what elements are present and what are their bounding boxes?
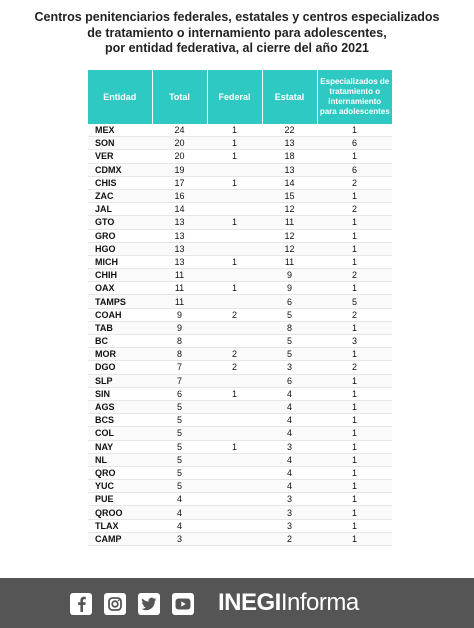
cell-entidad: TAB [88,321,152,334]
cell-estatal: 3 [262,519,317,532]
cell-entidad: BC [88,335,152,348]
cell-estatal: 3 [262,440,317,453]
table-row [88,506,392,519]
cell-estatal: 4 [262,480,317,493]
table-row [88,308,392,321]
cell-estatal: 6 [262,374,317,387]
cell-estatal: 15 [262,189,317,202]
cell-total: 17 [152,176,207,189]
table-row [88,255,392,268]
table-row [88,427,392,440]
cell-entidad: NAY [88,440,152,453]
inegi-informa-logo [218,589,359,617]
table-row [88,400,392,413]
cell-estatal: 9 [262,269,317,282]
cell-estatal: 6 [262,295,317,308]
table-row [88,216,392,229]
table-row [88,361,392,374]
cell-especializados: 1 [317,348,392,361]
cell-total: 11 [152,269,207,282]
title-line-1: Centros penitenciarios federales, estatales y centros especializados [34,10,440,24]
cell-federal [207,229,262,242]
cell-federal [207,493,262,506]
cell-entidad: GRO [88,229,152,242]
cell-federal [207,321,262,334]
data-table [88,70,392,546]
table-row [88,440,392,453]
cell-estatal: 4 [262,453,317,466]
cell-total: 7 [152,361,207,374]
cell-federal: 1 [207,124,262,137]
cell-especializados: 5 [317,295,392,308]
cell-total: 14 [152,203,207,216]
table-row [88,374,392,387]
cell-especializados: 1 [317,466,392,479]
cell-estatal: 3 [262,361,317,374]
cell-entidad: OAX [88,282,152,295]
cell-especializados: 1 [317,453,392,466]
cell-estatal: 8 [262,321,317,334]
cell-total: 20 [152,137,207,150]
cell-total: 20 [152,150,207,163]
cell-total: 8 [152,348,207,361]
cell-entidad: DGO [88,361,152,374]
cell-entidad: SLP [88,374,152,387]
cell-entidad: BCS [88,414,152,427]
cell-estatal: 4 [262,427,317,440]
cell-federal: 1 [207,176,262,189]
cell-estatal: 13 [262,137,317,150]
cell-total: 7 [152,374,207,387]
cell-federal: 2 [207,348,262,361]
cell-federal: 1 [207,137,262,150]
table-row [88,150,392,163]
table-row [88,493,392,506]
table-row [88,295,392,308]
cell-entidad: MOR [88,348,152,361]
cell-federal [207,519,262,532]
table-row [88,348,392,361]
cell-estatal: 4 [262,387,317,400]
cell-estatal: 22 [262,124,317,137]
cell-total: 4 [152,493,207,506]
cell-total: 19 [152,163,207,176]
cell-entidad: MEX [88,124,152,137]
youtube-icon[interactable] [172,593,194,615]
cell-especializados: 6 [317,163,392,176]
cell-especializados: 1 [317,189,392,202]
table-row [88,466,392,479]
cell-federal [207,532,262,545]
cell-especializados: 1 [317,480,392,493]
twitter-icon[interactable] [138,593,160,615]
cell-total: 11 [152,282,207,295]
social-icons [70,593,194,615]
cell-especializados: 6 [317,137,392,150]
cell-estatal: 12 [262,229,317,242]
cell-federal [207,506,262,519]
cell-estatal: 3 [262,506,317,519]
table-row [88,335,392,348]
header-entidad: Entidad [88,70,152,124]
cell-total: 16 [152,189,207,202]
cell-total: 13 [152,255,207,268]
header-total: Total [152,70,207,124]
table-row [88,189,392,202]
cell-federal [207,453,262,466]
cell-total: 13 [152,216,207,229]
instagram-icon[interactable] [104,593,126,615]
cell-federal: 1 [207,387,262,400]
table-row [88,453,392,466]
cell-estatal: 5 [262,308,317,321]
cell-entidad: TLAX [88,519,152,532]
cell-federal: 1 [207,150,262,163]
brand-bold: INEGI [218,589,281,616]
cell-total: 9 [152,321,207,334]
cell-estatal: 12 [262,203,317,216]
table-row [88,176,392,189]
table-row [88,124,392,137]
cell-total: 5 [152,414,207,427]
cell-estatal: 4 [262,466,317,479]
cell-especializados: 1 [317,242,392,255]
cell-total: 5 [152,466,207,479]
table-row [88,519,392,532]
cell-federal [207,374,262,387]
cell-entidad: GTO [88,216,152,229]
cell-total: 6 [152,387,207,400]
cell-federal: 1 [207,255,262,268]
cell-entidad: CHIH [88,269,152,282]
cell-federal [207,269,262,282]
cell-total: 11 [152,295,207,308]
table-row [88,480,392,493]
cell-especializados: 2 [317,176,392,189]
cell-entidad: CAMP [88,532,152,545]
cell-entidad: MICH [88,255,152,268]
cell-especializados: 1 [317,519,392,532]
cell-estatal: 3 [262,493,317,506]
cell-estatal: 11 [262,216,317,229]
cell-federal [207,295,262,308]
cell-federal: 2 [207,361,262,374]
cell-total: 13 [152,242,207,255]
cell-total: 4 [152,519,207,532]
cell-federal [207,400,262,413]
cell-estatal: 4 [262,414,317,427]
cell-federal: 1 [207,216,262,229]
cell-especializados: 1 [317,216,392,229]
cell-federal [207,189,262,202]
cell-especializados: 2 [317,308,392,321]
document-title [0,10,474,57]
cell-especializados: 1 [317,414,392,427]
cell-total: 3 [152,532,207,545]
cell-total: 4 [152,506,207,519]
cell-especializados: 2 [317,203,392,216]
footer-bar [0,578,474,628]
cell-especializados: 1 [317,387,392,400]
header-especializados: Especializados de tratamiento o internamiento para adolescentes [317,70,392,124]
cell-especializados: 1 [317,321,392,334]
cell-especializados: 1 [317,532,392,545]
table-row [88,387,392,400]
cell-especializados: 1 [317,440,392,453]
table-row [88,321,392,334]
cell-entidad: SIN [88,387,152,400]
cell-entidad: COAH [88,308,152,321]
cell-federal [207,242,262,255]
table-row [88,163,392,176]
title-line-2: de tratamiento o internamiento para adolescentes, [87,25,387,40]
cell-estatal: 12 [262,242,317,255]
cell-federal [207,480,262,493]
cell-total: 5 [152,427,207,440]
cell-entidad: PUE [88,493,152,506]
cell-estatal: 18 [262,150,317,163]
cell-entidad: QRO [88,466,152,479]
cell-entidad: NL [88,453,152,466]
cell-estatal: 11 [262,255,317,268]
cell-entidad: AGS [88,400,152,413]
table-row [88,229,392,242]
cell-especializados: 1 [317,282,392,295]
cell-estatal: 9 [262,282,317,295]
cell-total: 8 [152,335,207,348]
cell-federal [207,203,262,216]
cell-estatal: 5 [262,335,317,348]
cell-federal: 1 [207,440,262,453]
cell-entidad: HGO [88,242,152,255]
cell-federal: 2 [207,308,262,321]
cell-especializados: 2 [317,269,392,282]
cell-total: 5 [152,440,207,453]
cell-entidad: JAL [88,203,152,216]
cell-especializados: 1 [317,427,392,440]
table-row [88,269,392,282]
cell-entidad: TAMPS [88,295,152,308]
cell-especializados: 3 [317,335,392,348]
cell-especializados: 1 [317,374,392,387]
cell-entidad: SON [88,137,152,150]
cell-especializados: 2 [317,361,392,374]
cell-federal [207,163,262,176]
cell-entidad: QROO [88,506,152,519]
cell-estatal: 4 [262,400,317,413]
cell-entidad: YUC [88,480,152,493]
cell-total: 24 [152,124,207,137]
cell-total: 9 [152,308,207,321]
cell-especializados: 1 [317,150,392,163]
cell-especializados: 1 [317,255,392,268]
cell-federal [207,466,262,479]
brand-regular: Informa [280,589,359,616]
cell-total: 13 [152,229,207,242]
cell-entidad: COL [88,427,152,440]
cell-entidad: CDMX [88,163,152,176]
table-row [88,532,392,545]
cell-estatal: 5 [262,348,317,361]
title-line-3: por entidad federativa, al cierre del año 2021 [105,41,369,55]
table-row [88,242,392,255]
header-federal: Federal [207,70,262,124]
cell-entidad: CHIS [88,176,152,189]
table-row [88,137,392,150]
cell-estatal: 14 [262,176,317,189]
table-row [88,414,392,427]
cell-total: 5 [152,480,207,493]
cell-especializados: 1 [317,506,392,519]
cell-federal: 1 [207,282,262,295]
cell-entidad: VER [88,150,152,163]
table-body [88,124,392,546]
cell-federal [207,427,262,440]
cell-estatal: 2 [262,532,317,545]
cell-total: 5 [152,453,207,466]
cell-especializados: 1 [317,493,392,506]
facebook-icon[interactable] [70,593,92,615]
cell-especializados: 1 [317,124,392,137]
header-estatal: Estatal [262,70,317,124]
table-row [88,203,392,216]
cell-especializados: 1 [317,400,392,413]
cell-federal [207,335,262,348]
table-row [88,282,392,295]
cell-entidad: ZAC [88,189,152,202]
cell-estatal: 13 [262,163,317,176]
table-header-row [88,70,392,124]
cell-especializados: 1 [317,229,392,242]
cell-federal [207,414,262,427]
cell-total: 5 [152,400,207,413]
